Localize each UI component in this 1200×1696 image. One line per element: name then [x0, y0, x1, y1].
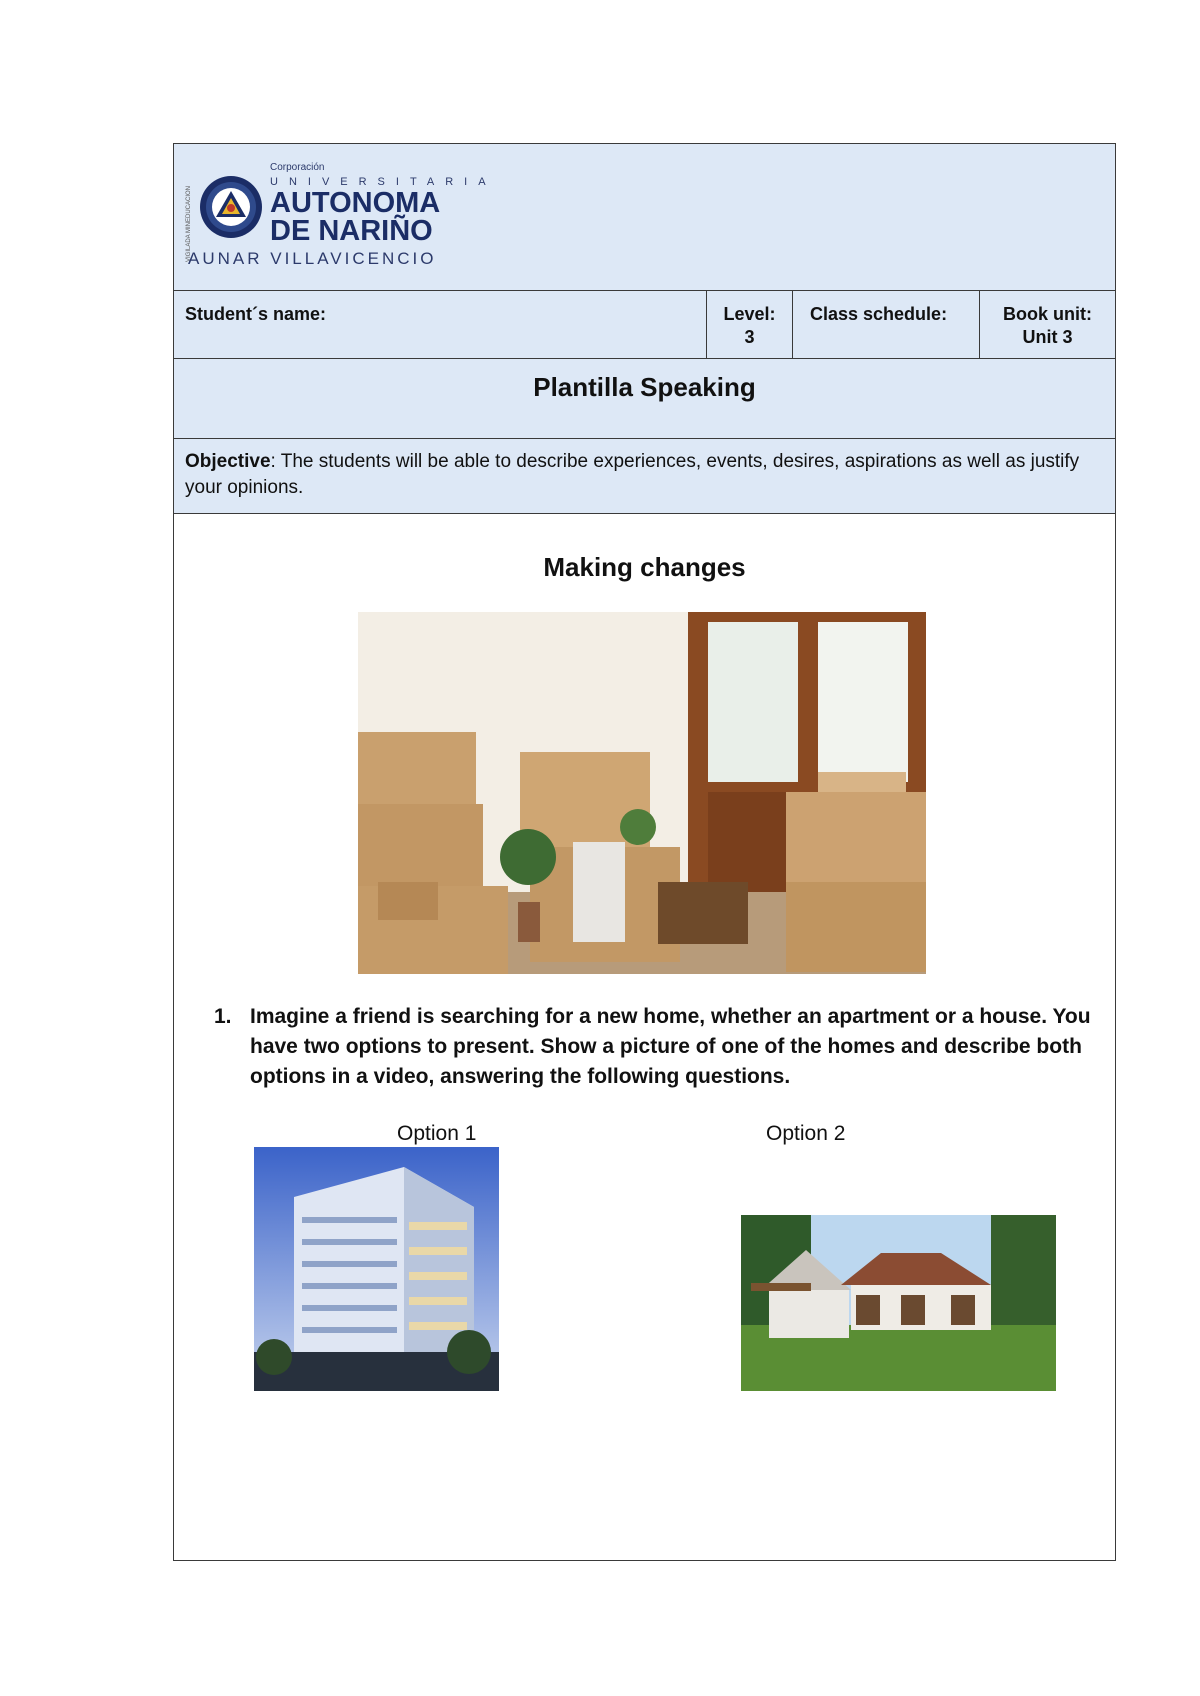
- level-value: 3: [744, 327, 755, 347]
- objective-body: : The students will be able to describe experiences, events, desires, aspirations as well as justify your opinions.: [185, 451, 1080, 498]
- book-unit-value: Unit 3: [1022, 327, 1073, 347]
- country-house-image: [741, 1215, 1056, 1391]
- university-emblem-icon: [198, 174, 264, 240]
- logo-corporation-text: Corporación: [270, 162, 325, 173]
- content-area: [174, 514, 1115, 1560]
- book-unit-label: Book unit:: [1003, 304, 1092, 324]
- class-schedule-cell[interactable]: [793, 291, 980, 358]
- logo-name-line1: AUTONOMA: [270, 187, 441, 219]
- page-title: Plantilla Speaking: [533, 372, 756, 402]
- question-number: 1.: [214, 1005, 232, 1028]
- level-label: Level:: [723, 304, 776, 324]
- logo-campus-text: AUNAR VILLAVICENCIO: [188, 249, 437, 268]
- university-logo: [184, 156, 497, 276]
- objective-label: Objective: [185, 451, 271, 472]
- logo-row: [174, 144, 1115, 291]
- title-row: [174, 359, 1115, 439]
- student-name-cell[interactable]: [174, 291, 707, 358]
- option-2-label: Option 2: [766, 1122, 846, 1145]
- objective-text: [185, 449, 1104, 501]
- section-title: Making changes: [543, 552, 746, 582]
- book-unit-cell[interactable]: [980, 291, 1115, 358]
- apartment-building-image: [254, 1147, 499, 1391]
- document-table: [173, 143, 1116, 1561]
- logo-name-line2: DE NARIÑO: [270, 215, 433, 247]
- class-schedule-label: Class schedule:: [810, 304, 948, 324]
- moving-boxes-image: [358, 612, 926, 974]
- question-text: Imagine a friend is searching for a new home, whether an apartment or a house. You have two options to present. Show a picture of one of the homes and describe both options in a video, answering the following questions.: [250, 1005, 1091, 1088]
- level-cell[interactable]: [707, 291, 793, 358]
- objective-row: [174, 439, 1115, 514]
- student-info-row: [174, 291, 1115, 359]
- question-1: [214, 1002, 1107, 1092]
- logo-side-text: VIGILADA MINEDUCACIÓN: [186, 186, 192, 263]
- student-name-label: Student´s name:: [185, 304, 327, 324]
- logo-university-text: UNIVERSITARIA: [270, 176, 497, 188]
- option-1-label: Option 1: [397, 1122, 477, 1145]
